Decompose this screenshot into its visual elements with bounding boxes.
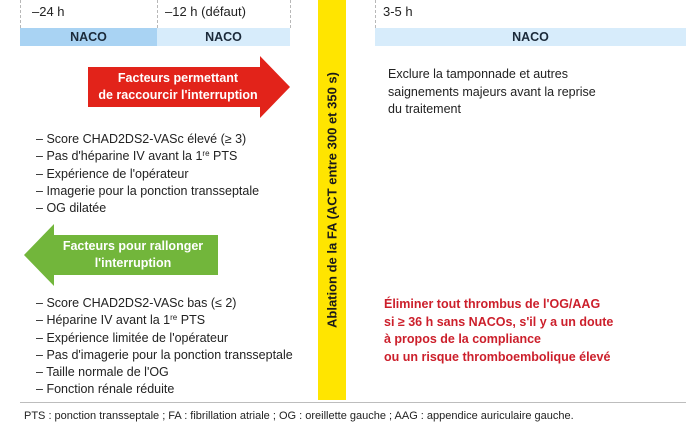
naco-bar-default: NACO [157,28,290,46]
shorten-label-line2: de raccourcir l'interruption [98,88,258,102]
list-item: – Score CHAD2DS2-VASc élevé (≥ 3) [36,131,259,148]
post-procedure-note [388,66,596,119]
naco-bar-early: NACO [20,28,157,46]
timeline-tick [157,0,158,28]
lengthen-arrow-label [52,238,214,272]
shorten-arrow-label [92,70,264,104]
shorten-factors-list [36,131,259,217]
warning-line: Éliminer tout thrombus de l'OG/AAG [384,297,601,311]
list-item: – Fonction rénale réduite [36,381,293,398]
warning-line: si ≥ 36 h sans NACOs, s'il y a un doute [384,314,614,329]
lengthen-label-line2: l'interruption [94,256,172,270]
naco-bar-post: NACO [375,28,686,46]
list-item: – Héparine IV avant la 1re PTS [36,312,293,329]
warning-line: ou un risque thromboembolique élevé [384,349,611,364]
list-item: – OG dilatée [36,200,259,217]
list-item: – Expérience limitée de l'opérateur [36,330,293,347]
lengthen-label-line1: Facteurs pour rallonger [62,239,204,253]
list-item: – Pas d'imagerie pour la ponction transseptale [36,347,293,364]
footer-divider [20,402,686,403]
list-item: – Taille normale de l'OG [36,364,293,381]
ablation-label: Ablation de la FA (ACT entre 300 et 350 s) [324,72,340,328]
note-line: du traitement [388,102,461,116]
lengthen-factors-list [36,295,293,399]
thrombus-warning [384,296,613,366]
time-label-minus12: –12 h (défaut) [165,4,246,19]
list-item: – Score CHAD2DS2-VASc bas (≤ 2) [36,295,293,312]
note-line: Exclure la tamponnade et autres [388,67,568,81]
warning-line: à propos de la compliance [384,332,541,346]
abbreviations-footer: PTS : ponction transseptale ; FA : fibrillation atriale ; OG : oreillette gauche ; AAG : appendice auriculaire gauche. [24,410,574,422]
timeline-tick [375,0,376,28]
time-label-post: 3-5 h [383,4,413,19]
note-line: saignements majeurs avant la reprise [388,84,596,99]
shorten-label-line1: Facteurs permettant [117,71,239,85]
list-item: – Pas d'héparine IV avant la 1re PTS [36,148,259,165]
timeline-tick [20,0,21,28]
list-item: – Expérience de l'opérateur [36,166,259,183]
timeline-tick [290,0,291,28]
list-item: – Imagerie pour la ponction transseptale [36,183,259,200]
time-label-minus24: –24 h [32,4,65,19]
